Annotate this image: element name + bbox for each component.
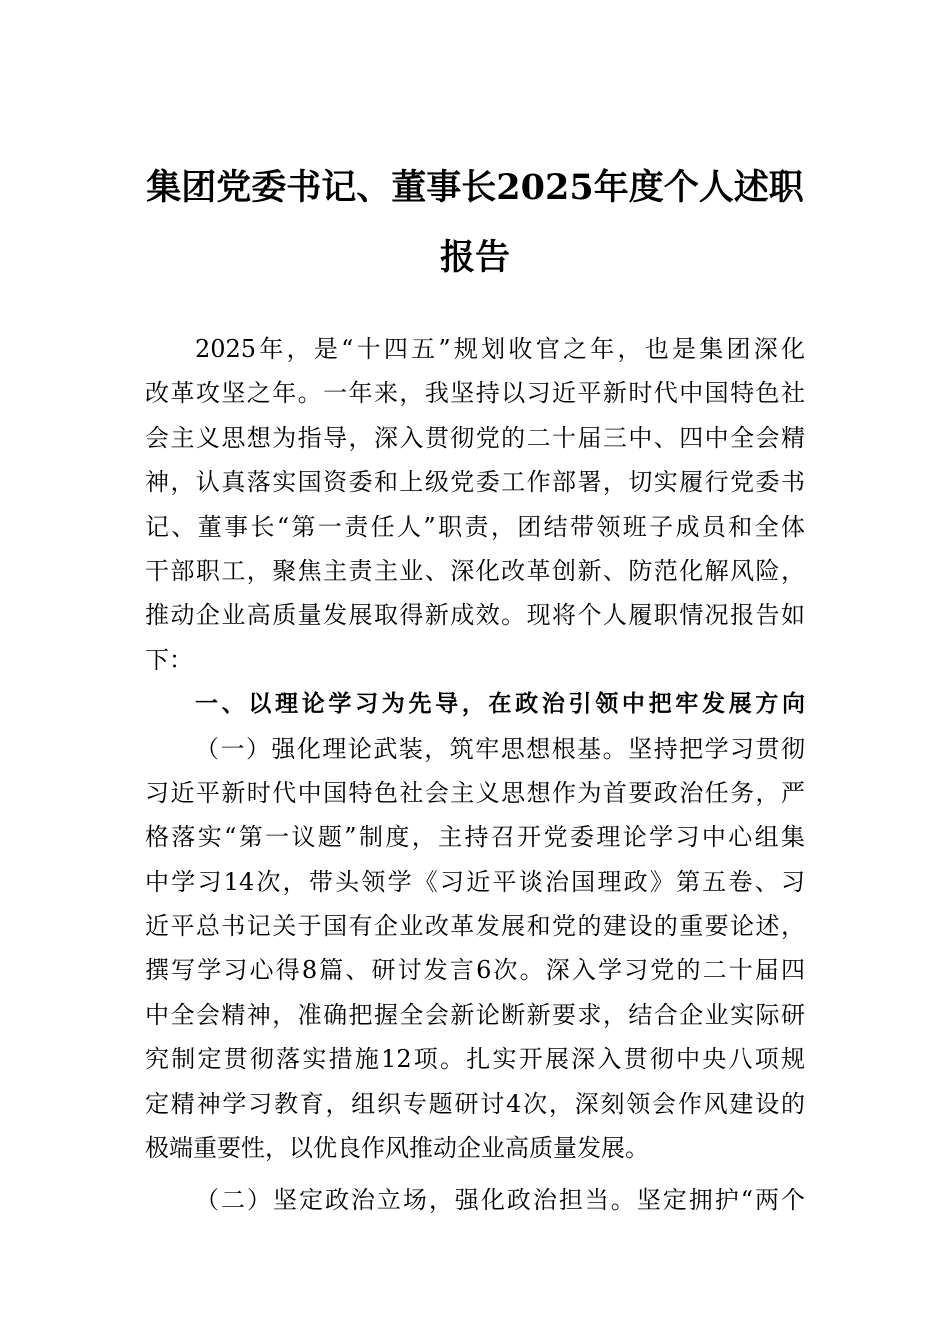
paragraph-line: 改革攻坚之年。一年来，我坚持以习近平新时代中国特色社 [145,379,805,408]
paragraph-line: 撰写学习心得8篇、研讨发言6次。深入学习党的二十届四 [145,956,805,985]
paragraph-line: 神，认真落实国资委和上级党委工作部署，切实履行党委书 [145,468,805,497]
paragraph-line: （一）强化理论武装，筑牢思想根基。坚持把学习贯彻 [195,734,805,763]
paragraph-line: （二）坚定政治立场，强化政治担当。坚定拥护“两个 [195,1186,805,1215]
paragraph-line: 下： [145,645,193,674]
document-title-line1: 集团党委书记、董事长2025年度个人述职 [146,167,804,208]
paragraph-line: 2025年，是“十四五”规划收官之年，也是集团深化 [195,335,805,363]
paragraph-line: 格落实“第一议题”制度，主持召开党委理论学习中心组集 [145,823,805,852]
document-body [145,327,805,1223]
section-heading: 一、以理论学习为先导，在政治引领中把牢发展方向 [195,691,805,718]
paragraph-line: 极端重要性，以优良作风推动企业高质量发展。 [145,1134,649,1163]
paragraph-line: 中学习14次，带头领学《习近平谈治国理政》第五卷、习 [145,867,805,896]
paragraph-line: 究制定贯彻落实措施12项。扎实开展深入贯彻中央八项规 [145,1045,805,1074]
paragraph-line: 记、董事长“第一责任人”职责，团结带领班子成员和全体 [145,512,805,541]
paragraph-gap [145,1170,805,1178]
paragraph-line: 会主义思想为指导，深入贯彻党的二十届三中、四中全会精 [145,423,805,452]
paragraph-line: 推动企业高质量发展取得新成效。现将个人履职情况报告如 [145,601,805,630]
paragraph-line: 中全会精神，准确把握全会新论断新要求，结合企业实际研 [145,1000,805,1029]
paragraph-line: 习近平新时代中国特色社会主义思想作为首要政治任务，严 [145,778,805,807]
paragraph-line: 干部职工，聚焦主责主业、深化改革创新、防范化解风险， [145,556,805,585]
paragraph-line: 近平总书记关于国有企业改革发展和党的建设的重要论述， [145,912,805,941]
paragraph-line: 定精神学习教育，组织专题研讨4次，深刻领会作风建设的 [145,1089,805,1118]
document-title-line2: 报告 [439,237,510,278]
